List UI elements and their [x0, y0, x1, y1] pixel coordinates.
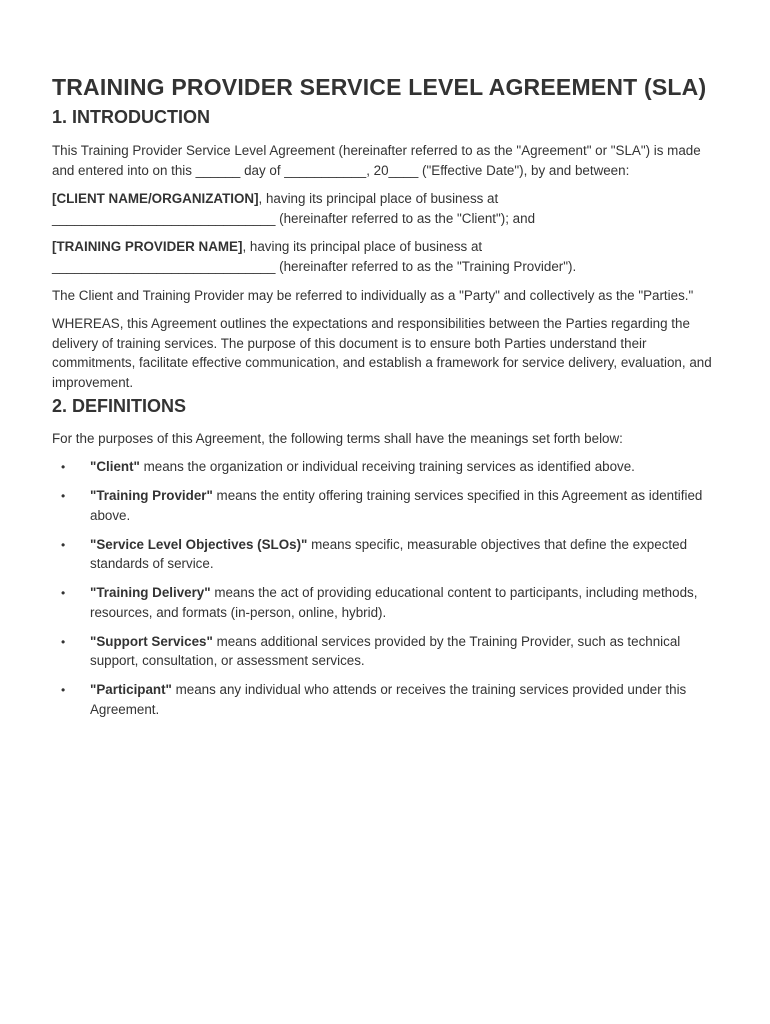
definition-text: means any individual who attends or receives the training services provided under this Agreement.: [90, 682, 687, 718]
definition-item-slos: [52, 535, 718, 574]
definition-term: "Training Delivery": [90, 585, 211, 601]
provider-name-placeholder: [TRAINING PROVIDER NAME]: [52, 239, 243, 255]
client-name-placeholder: [CLIENT NAME/ORGANIZATION]: [52, 191, 259, 207]
bullet-icon: •: [61, 634, 66, 649]
client-address-blank-line: ______________________________ (hereinafter referred to as the "Client"); and: [52, 210, 536, 226]
bullet-icon: •: [61, 537, 66, 552]
provider-party-paragraph: [52, 237, 718, 276]
bullet-icon: •: [61, 586, 66, 601]
definition-item-training-provider: [52, 486, 718, 525]
definition-term: "Training Provider": [90, 488, 213, 504]
bullet-icon: •: [61, 683, 66, 698]
definition-text: means the organization or individual receiving training services as identified above.: [139, 459, 635, 475]
bullet-icon: •: [61, 489, 66, 504]
introduction-paragraph: This Training Provider Service Level Agreement (hereinafter referred to as the "Agreement" or "SLA") is made and entered into on this ______ day of ___________, 20____ ("Effective Date"), by and between:: [52, 143, 701, 178]
parties-paragraph: The Client and Training Provider may be referred to individually as a "Party" and collectively as the "Parties.": [52, 287, 694, 303]
definition-item-training-delivery: [52, 583, 718, 622]
definition-item-client: [52, 457, 718, 477]
client-address-text: , having its principal place of business at: [258, 191, 499, 207]
provider-address-blank-line: ______________________________ (hereinafter referred to as the "Training Provider").: [52, 258, 577, 274]
section-heading-introduction: 1. INTRODUCTION: [52, 107, 211, 127]
definition-term: "Participant": [90, 682, 172, 698]
section-heading-definitions: 2. DEFINITIONS: [52, 395, 187, 416]
definition-term: "Service Level Objectives (SLOs)": [90, 536, 308, 552]
document-title: TRAINING PROVIDER SERVICE LEVEL AGREEMENT (SLA): [52, 74, 707, 100]
bullet-icon: •: [61, 460, 66, 475]
provider-address-text: , having its principal place of business at: [242, 239, 483, 255]
definition-text: means the act of providing educational content to participants, including methods, resources, and formats (in-person, online, hybrid).: [90, 585, 698, 620]
whereas-paragraph: WHEREAS, this Agreement outlines the expectations and responsibilities between the Parties regarding the delivery of training services. The purpose of this document is to ensure both Parties understand their commitments, facilitate effective communication, and establish a framework for service delivery, evaluation, and improvement.: [52, 316, 712, 390]
definition-text: means additional services provided by the Training Provider, such as technical support, consultation, or assessment services.: [90, 633, 681, 669]
definition-text: means the entity offering training services specified in this Agreement as identified above.: [90, 488, 703, 523]
definition-term: "Support Services": [90, 633, 213, 649]
definition-item-participant: [52, 680, 718, 719]
definitions-lead-paragraph: For the purposes of this Agreement, the following terms shall have the meanings set forth below:: [52, 430, 623, 446]
definitions-list: [52, 457, 718, 719]
definition-term: "Client": [90, 459, 140, 475]
definition-text: means specific, measurable objectives that define the expected standards of service.: [90, 536, 688, 572]
client-party-paragraph: [52, 189, 718, 228]
definition-item-support-services: [52, 632, 718, 671]
